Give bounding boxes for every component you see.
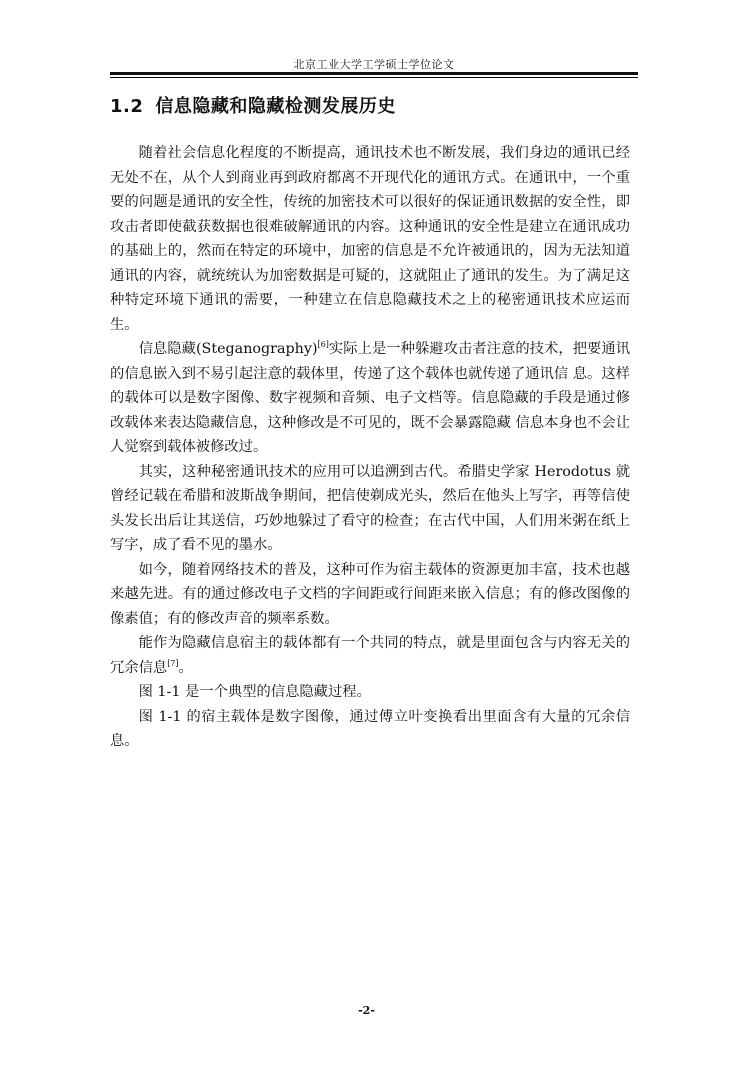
paragraph-2-text-a: 信息隐藏(Steganography) bbox=[138, 341, 318, 357]
paragraph-2 bbox=[110, 337, 630, 460]
paragraph-5-text-b: 。 bbox=[178, 659, 193, 676]
section-heading bbox=[110, 92, 396, 118]
header-rule-thick bbox=[110, 72, 638, 75]
paragraph-3: 其实，这种秘密通讯技术的应用可以追溯到古代。希腊史学家 Herodotus 就曾经记载在希腊和波斯战争期间，把信使剃成光头，然后在他头上写字，再等信使头发长出后让其送信，巧妙地躲过了看守的检查；在古代中国，人们用米粥在纸上写字，成了看不见的墨水。 bbox=[110, 463, 630, 553]
section-number: 1.2 bbox=[110, 96, 144, 117]
paragraph-6: 图 1-1 是一个典型的信息隐藏过程。 bbox=[138, 684, 371, 700]
paragraph-2-text-b: 实际上是一种躲避攻击者注意的技术，把要通讯的信息嵌入到不易引起注意的载体里，传递了这个载体也就传递了通讯信 息。这样的载体可以是数字图像、数字视频和音频、电子文档等。信息隐藏的手段是通过修改载体来表达隐藏信息，这种修改是不可见的，既不会暴露隐藏 信息本身也不会让人觉察到载体被修改过。 bbox=[110, 341, 631, 455]
paragraph-4: 如今，随着网络技术的普及，这种可作为宿主载体的资源更加丰富，技术也越来越先进。有的通过修改电子文档的字间距或行间距来嵌入信息；有的修改图像的像素值；有的修改声音的频率系数。 bbox=[110, 561, 630, 627]
page-number: -2- bbox=[358, 1004, 375, 1017]
body-text bbox=[110, 141, 630, 754]
running-header: 北京工业大学工学硕士学位论文 bbox=[293, 58, 455, 71]
paragraph-5-text-a: 能作为隐藏信息宿主的载体都有一个共同的特点，就是里面包含与内容无关的冗余信息 bbox=[110, 635, 630, 676]
paragraph-5 bbox=[110, 631, 630, 680]
section-title: 信息隐藏和隐藏检测发展历史 bbox=[155, 96, 396, 117]
header-rule-thin bbox=[110, 77, 638, 78]
paragraph-7: 图 1-1 的宿主载体是数字图像，通过傅立叶变换看出里面含有大量的冗余信息。 bbox=[110, 708, 630, 749]
paragraph-1: 随着社会信息化程度的不断提高，通讯技术也不断发展，我们身边的通讯已经无处不在，从个人到商业再到政府都离不开现代化的通讯方式。在通讯中，一个重要的问题是通讯的安全性，传统的加密技术可以很好的保证通讯数据的安全性，即攻击者即使截获数据也很难破解通讯的内容。这种通讯的安全性是建立在通讯成功的基础上的，然而在特定的环境中，加密的信息是不允许被通讯的，因为无法知道通讯的内容，就统统认为加密数据是可疑的，这就阻止了通讯的发生。为了满足这种特定环境下通讯的需要，一种建立在信息隐藏技术之上的秘密通讯技术应运而生。 bbox=[110, 145, 630, 333]
citation-6: [6] bbox=[317, 340, 329, 349]
citation-7: [7] bbox=[167, 658, 179, 668]
